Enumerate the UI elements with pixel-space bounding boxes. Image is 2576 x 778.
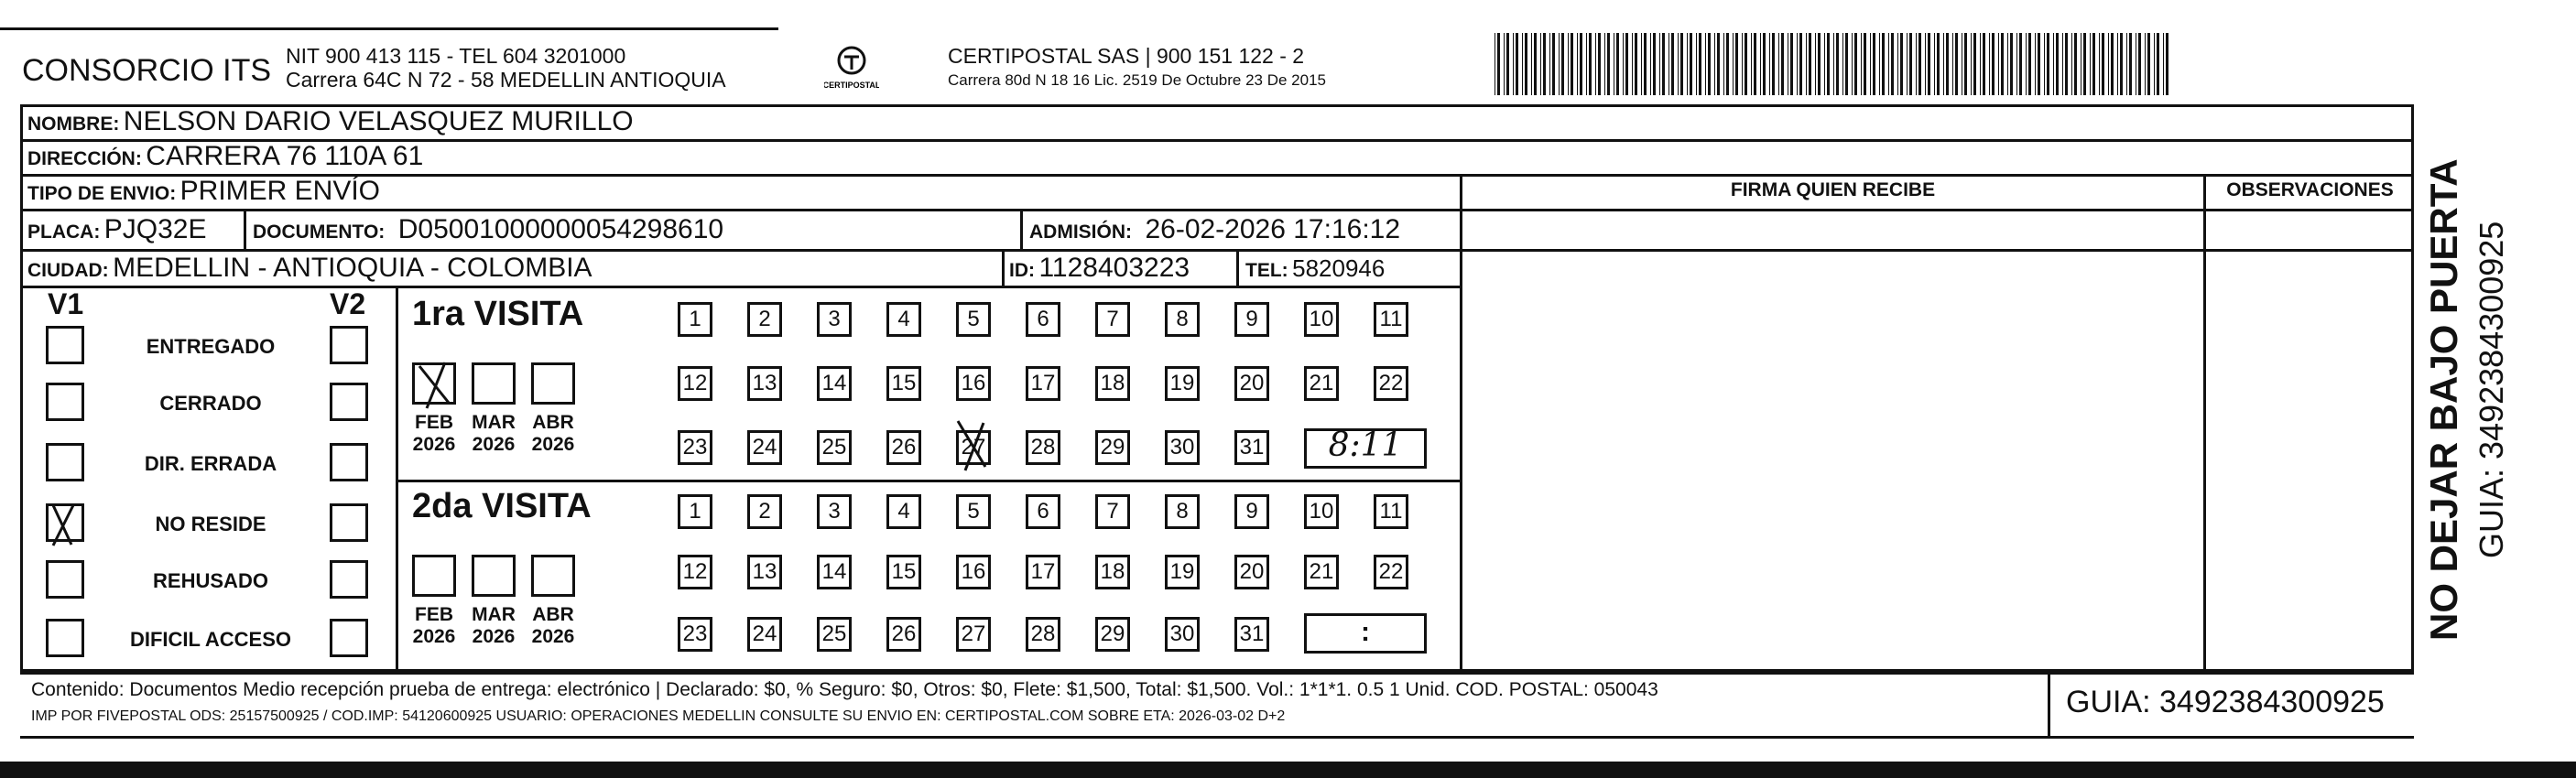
month-year: 2026: [412, 626, 456, 647]
visit2-day-12[interactable]: 12: [678, 555, 712, 589]
visit2-day-26[interactable]: 26: [886, 617, 921, 652]
bottom-bar: [0, 762, 2576, 778]
visit2-day-11[interactable]: 11: [1374, 494, 1408, 529]
first-visit-time: 8:11: [1328, 427, 1403, 464]
carrier-address: Carrera 80d N 18 16 Lic. 2519 De Octubre 23 De 2015: [948, 71, 1326, 89]
visit2-day-8[interactable]: 8: [1165, 494, 1200, 529]
footer-bottom-line: [20, 736, 2414, 739]
visit1-day-6[interactable]: 6: [1026, 302, 1060, 337]
visit1-day-11[interactable]: 11: [1374, 302, 1408, 337]
v2-label: V2: [330, 287, 366, 320]
visit1-day-19[interactable]: 19: [1165, 366, 1200, 401]
visit1-day-14[interactable]: 14: [817, 366, 852, 401]
visit2-day-20[interactable]: 20: [1234, 555, 1269, 589]
documento-value: D05001000000054298610: [397, 214, 724, 244]
visit2-day-30[interactable]: 30: [1165, 617, 1200, 652]
visit2-day-7[interactable]: 7: [1095, 494, 1130, 529]
month-name: FEB: [415, 412, 453, 433]
contenido-text: Contenido: Documentos Medio recepción prueba de entrega: electrónico | Declarado: $0, % Seguro: $0, Otros: $0, Flete: $1,500, Total: $1,500. Vol.: 1*1*1. 0.5 1 Unid. COD. POSTAL: 050043: [31, 679, 1658, 700]
tel-label: TEL:: [1245, 260, 1288, 281]
visit1-day-15[interactable]: 15: [886, 366, 921, 401]
visit2-day-9[interactable]: 9: [1234, 494, 1269, 529]
visit1-day-28[interactable]: 28: [1026, 430, 1060, 465]
visit2-day-5[interactable]: 5: [956, 494, 991, 529]
visit2-day-19[interactable]: 19: [1165, 555, 1200, 589]
visit2-day-10[interactable]: 10: [1304, 494, 1339, 529]
visit1-day-20[interactable]: 20: [1234, 366, 1269, 401]
visit2-day-13[interactable]: 13: [747, 555, 782, 589]
tel-value: 5820946: [1292, 254, 1386, 282]
visit1-day-30[interactable]: 30: [1165, 430, 1200, 465]
visit1-day-9[interactable]: 9: [1234, 302, 1269, 337]
visit2-day-29[interactable]: 29: [1095, 617, 1130, 652]
visit1-day-10[interactable]: 10: [1304, 302, 1339, 337]
id-value: 1128403223: [1038, 253, 1190, 283]
firma-header: FIRMA QUIEN RECIBE: [1730, 179, 1936, 200]
month-name: FEB: [415, 604, 453, 625]
visit1-day-21[interactable]: 21: [1304, 366, 1339, 401]
placa-value: PJQ32E: [103, 214, 207, 244]
month-name: ABR: [532, 604, 574, 625]
visit2-day-22[interactable]: 22: [1374, 555, 1408, 589]
id-label: ID:: [1009, 260, 1035, 281]
status-label-0: ENTREGADO: [146, 335, 276, 358]
visit1-day-27[interactable]: 27: [956, 430, 991, 465]
visit1-day-29[interactable]: 29: [1095, 430, 1130, 465]
nit-line: NIT 900 413 115 - TEL 604 3201000: [286, 44, 626, 68]
footer-guia: GUIA: 3492384300925: [2066, 685, 2385, 719]
nombre-label: NOMBRE:: [27, 113, 120, 135]
visit2-day-3[interactable]: 3: [817, 494, 852, 529]
visit2-day-28[interactable]: 28: [1026, 617, 1060, 652]
imp-text: IMP POR FIVEPOSTAL ODS: 25157500925 / COD.IMP: 54120600925 USUARIO: OPERACIONES MEDELLIN CONSULTE SU ENVIO EN: CERTIPOSTAL.COM SOBRE ETA: 2026-03-02 D+2: [31, 708, 1286, 724]
visit1-day-22[interactable]: 22: [1374, 366, 1408, 401]
visit1-day-17[interactable]: 17: [1026, 366, 1060, 401]
admision-value: 26-02-2026 17:16:12: [1145, 214, 1401, 244]
admision-label: ADMISIÓN:: [1029, 222, 1132, 243]
svg-text:CERTIPOSTAL: CERTIPOSTAL: [824, 81, 879, 90]
visit1-day-13[interactable]: 13: [747, 366, 782, 401]
visit2-day-2[interactable]: 2: [747, 494, 782, 529]
placa-label: PLACA:: [27, 222, 101, 243]
status-label-5: DIFICIL ACCESO: [129, 628, 291, 651]
visit1-day-31[interactable]: 31: [1234, 430, 1269, 465]
visit2-day-6[interactable]: 6: [1026, 494, 1060, 529]
visit2-day-31[interactable]: 31: [1234, 617, 1269, 652]
address-line: Carrera 64C N 72 - 58 MEDELLIN ANTIOQUIA: [286, 68, 726, 92]
nombre-value: NELSON DARIO VELASQUEZ MURILLO: [123, 106, 634, 136]
visit1-day-8[interactable]: 8: [1165, 302, 1200, 337]
observaciones-header: OBSERVACIONES: [2226, 179, 2394, 200]
month-name: MAR: [472, 412, 516, 433]
visit1-day-18[interactable]: 18: [1095, 366, 1130, 401]
month-name: MAR: [472, 604, 516, 625]
second-visit-time: :: [1361, 617, 1370, 647]
ciudad-label: CIUDAD:: [27, 260, 109, 281]
visit1-day-26[interactable]: 26: [886, 430, 921, 465]
month-year: 2026: [531, 626, 575, 647]
company-name: CONSORCIO ITS: [22, 53, 272, 88]
footer-guia-sep: [2048, 672, 2050, 736]
v1-label: V1: [48, 287, 84, 320]
status-label-2: DIR. ERRADA: [144, 452, 277, 475]
direccion-value: CARRERA 76 110A 61: [146, 141, 424, 171]
tipo-value: PRIMER ENVÍO: [179, 176, 381, 206]
visit2-day-27[interactable]: 27: [956, 617, 991, 652]
tipo-label: TIPO DE ENVIO:: [27, 183, 177, 204]
visit1-day-24[interactable]: 24: [747, 430, 782, 465]
visit1-day-7[interactable]: 7: [1095, 302, 1130, 337]
month-year: 2026: [412, 434, 456, 455]
visit2-day-1[interactable]: 1: [678, 494, 712, 529]
first-visit-title: 1ra VISITA: [412, 295, 584, 333]
visit2-day-18[interactable]: 18: [1095, 555, 1130, 589]
visit1-day-4[interactable]: 4: [886, 302, 921, 337]
visit1-day-5[interactable]: 5: [956, 302, 991, 337]
month-year: 2026: [472, 626, 516, 647]
visit1-day-16[interactable]: 16: [956, 366, 991, 401]
visit1-day-2[interactable]: 2: [747, 302, 782, 337]
visit2-day-23[interactable]: 23: [678, 617, 712, 652]
status-label-4: REHUSADO: [153, 569, 268, 592]
visit2-day-17[interactable]: 17: [1026, 555, 1060, 589]
status-label-3: NO RESIDE: [155, 513, 266, 535]
visit2-day-21[interactable]: 21: [1304, 555, 1339, 589]
visit2-day-24[interactable]: 24: [747, 617, 782, 652]
visit2-day-14[interactable]: 14: [817, 555, 852, 589]
documento-label: DOCUMENTO:: [253, 222, 386, 243]
side-guia: GUIA: 3492384300925: [2473, 221, 2510, 558]
month-name: ABR: [532, 412, 574, 433]
visit2-day-16[interactable]: 16: [956, 555, 991, 589]
visit1-day-12[interactable]: 12: [678, 366, 712, 401]
second-visit-title: 2da VISITA: [412, 487, 592, 525]
visit2-day-25[interactable]: 25: [817, 617, 852, 652]
status-label-1: CERRADO: [159, 392, 262, 415]
visit2-day-4[interactable]: 4: [886, 494, 921, 529]
carrier-line: CERTIPOSTAL SAS | 900 151 122 - 2: [948, 44, 1305, 68]
month-year: 2026: [472, 434, 516, 455]
side-warning: NO DEJAR BAJO PUERTA: [2422, 158, 2465, 641]
visit1-day-3[interactable]: 3: [817, 302, 852, 337]
visit1-day-25[interactable]: 25: [817, 430, 852, 465]
ciudad-value: MEDELLIN - ANTIOQUIA - COLOMBIA: [113, 253, 592, 283]
visit1-day-23[interactable]: 23: [678, 430, 712, 465]
visit1-day-1[interactable]: 1: [678, 302, 712, 337]
direccion-label: DIRECCIÓN:: [27, 148, 142, 169]
month-year: 2026: [531, 434, 575, 455]
visit2-day-15[interactable]: 15: [886, 555, 921, 589]
